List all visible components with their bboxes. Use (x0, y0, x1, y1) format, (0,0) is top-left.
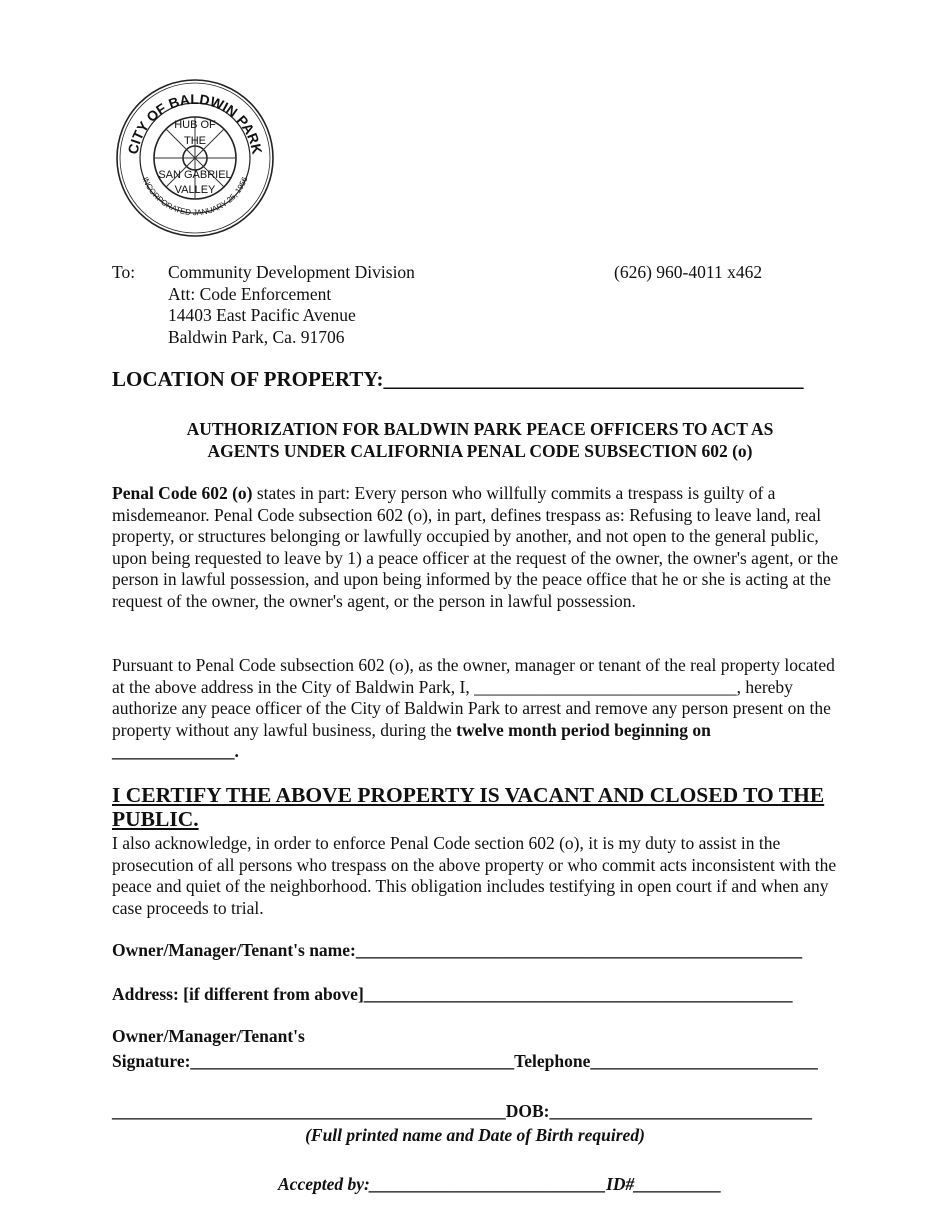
signature-label: Owner/Manager/Tenant's (112, 1026, 305, 1046)
city-seal-logo (113, 78, 278, 240)
location-of-property-field[interactable] (112, 367, 804, 392)
recipient-line: Baldwin Park, Ca. 91706 (168, 326, 345, 347)
certify-heading: I CERTIFY THE ABOVE PROPERTY IS VACANT AND CLOSED TO THE PUBLIC. (112, 783, 825, 831)
seal-top-text: CITY OF BALDWIN PARK (124, 90, 266, 156)
seal-center-line-1: HUB OF (174, 119, 216, 131)
phone-number: (626) 960-4011 x462 (614, 262, 763, 282)
to-label: To: (112, 262, 136, 282)
recipient-line: 14403 East Pacific Avenue (168, 305, 356, 325)
seal-center-line-2: THE (184, 135, 206, 147)
authorization-line-2: AGENTS UNDER CALIFORNIA PENAL CODE SUBSECTION 602 (o) (207, 441, 753, 461)
location-blank[interactable]: ________________________________________ (383, 367, 804, 391)
recipient-line: Att: Code Enforcement (168, 283, 332, 304)
printed-name-note: (Full printed name and Date of Birth required) (305, 1125, 645, 1145)
seal-center-line-4: VALLEY (174, 184, 216, 196)
penal-code-paragraph (112, 483, 840, 612)
authorization-paragraph (112, 655, 840, 763)
authorization-heading (100, 418, 860, 462)
acknowledgement-paragraph: I also acknowledge, in order to enforce Penal Code section 602 (o), it is my duty to assist in the prosecution of all persons who trespass on the above property or who commit acts inconsistent with the peace and quiet of the neighborhood. This obligation includes testifying in open court if and when any case proceeds to trial. (112, 833, 837, 918)
penal-code-text: states in part: Every person who willfully commits a trespass is guilty of a misdemeanor. Penal Code subsection 602 (o), in part, defines trespass as: Refusing to leave land, real property, or structures belonging or lawfully occupied by another, and not open to the general public, upon being requested to leave by 1) a peace officer at the request of the owner, the owner's agent, or the person in lawful possession, and upon being informed by the peace office that he or she is acting at the request of the owner, the owner's agent, or the person in lawful possession. (112, 483, 839, 611)
authorization-line-1: AUTHORIZATION FOR BALDWIN PARK PEACE OFFICERS TO ACT AS (186, 419, 774, 439)
owner-name-field[interactable]: Owner/Manager/Tenant's name:___________________________________________________ (112, 940, 803, 960)
signature-telephone-field[interactable]: Signature:_____________________________________Telephone__________________________ (112, 1051, 818, 1071)
address-field[interactable]: Address: [if different from above]_________________________________________________ (112, 984, 793, 1004)
printed-name-dob-field[interactable]: _____________________________________________DOB:______________________________ (112, 1101, 812, 1121)
penal-code-lead: Penal Code 602 (o) (112, 483, 253, 503)
location-label: LOCATION OF PROPERTY: (112, 367, 384, 391)
seal-center-line-3: SAN GABRIEL (158, 169, 232, 181)
recipient-line: Community Development Division (168, 262, 415, 282)
period-beginning-text: twelve month period beginning on ______________. (112, 719, 711, 761)
seal-bottom-text: INCORPORATED JANUARY 25, 1956 (140, 175, 250, 218)
accepted-by-field[interactable]: Accepted by:___________________________ID#__________ (278, 1174, 722, 1194)
authorization-text: Pursuant to Penal Code subsection 602 (o), as the owner, manager or tenant of the real property located at the above address in the City of Baldwin Park, I, ______________________________, hereby authorize any peace officer of the City of Baldwin Park to arrest and remove any person present on the property without any lawful business, during the (112, 655, 835, 740)
